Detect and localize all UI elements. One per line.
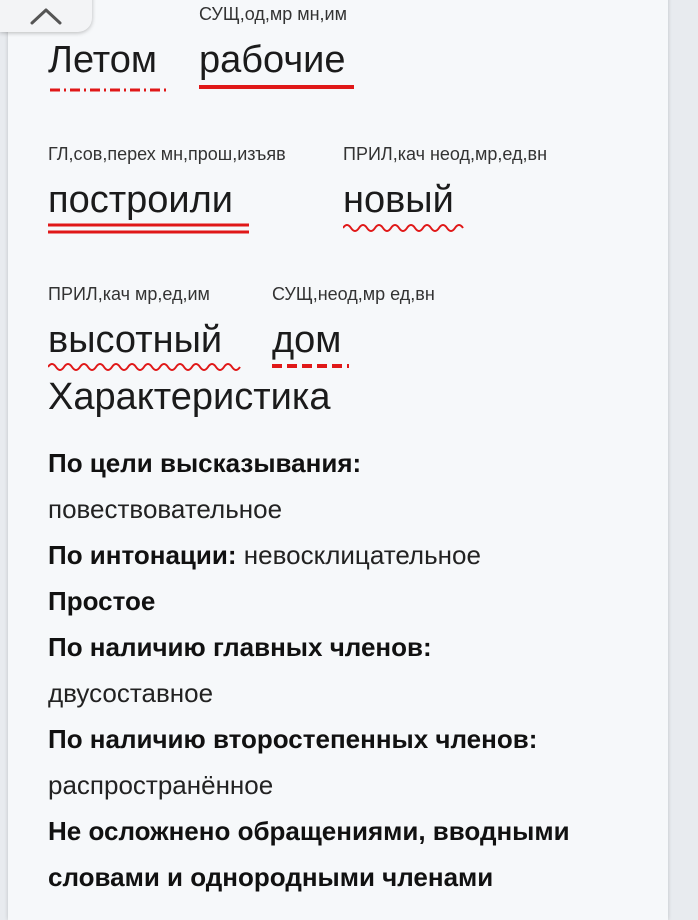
purpose-label: По цели высказывания: <box>48 448 362 478</box>
grammar-tag-novyi: ПРИЛ,кач неод,мр,ед,вн <box>343 144 548 164</box>
grammar-tag-rabochie: СУЩ,од,мр мн,им <box>199 4 347 24</box>
purpose-value: повествовательное <box>48 494 283 524</box>
adverbial-underline <box>50 86 170 94</box>
chevron-up-icon <box>29 6 63 26</box>
predicate-underline <box>48 222 250 236</box>
main-members-line <box>48 631 432 663</box>
complication-line-1 <box>48 815 570 847</box>
intonation-line <box>48 539 481 571</box>
main-members-value: двусоставное <box>48 678 214 708</box>
intonation-label: По интонации: <box>48 540 237 570</box>
complication-line-2 <box>48 861 493 893</box>
purpose-label-line <box>48 447 361 479</box>
word-novyi[interactable]: новый <box>343 179 454 221</box>
word-letom[interactable]: Летом <box>48 39 158 81</box>
secondary-members-value: распространённое <box>48 770 274 800</box>
characteristics-heading: Характеристика <box>48 376 331 418</box>
grammar-tag-vysotnyi: ПРИЛ,кач мр,ед,им <box>48 284 210 304</box>
grammar-tag-postroili: ГЛ,сов,перех мн,прош,изъяв <box>48 144 286 164</box>
complication-text-2: словами и однородными членами <box>48 862 494 892</box>
secondary-members-label: По наличию второстепенных членов: <box>48 724 538 754</box>
word-vysotnyi[interactable]: высотный <box>48 319 223 361</box>
main-members-label: По наличию главных членов: <box>48 632 432 662</box>
grammar-tag-dom: СУЩ,неод,мр ед,вн <box>272 284 435 304</box>
object-underline <box>272 362 350 370</box>
attribute-underline-novyi <box>343 222 467 234</box>
word-rabochie[interactable]: рабочие <box>199 39 346 81</box>
word-postroili[interactable]: построили <box>48 179 234 221</box>
intonation-value: невосклицательное <box>243 540 481 570</box>
simple-line <box>48 585 155 617</box>
complication-text-1: Не осложнено обращениями, вводными <box>48 816 570 846</box>
collapse-button[interactable] <box>0 0 92 32</box>
simple-label: Простое <box>48 586 156 616</box>
secondary-members-line <box>48 723 537 755</box>
attribute-underline-vysotnyi <box>48 361 244 373</box>
subject-underline <box>199 83 355 91</box>
word-dom[interactable]: дом <box>272 319 342 361</box>
